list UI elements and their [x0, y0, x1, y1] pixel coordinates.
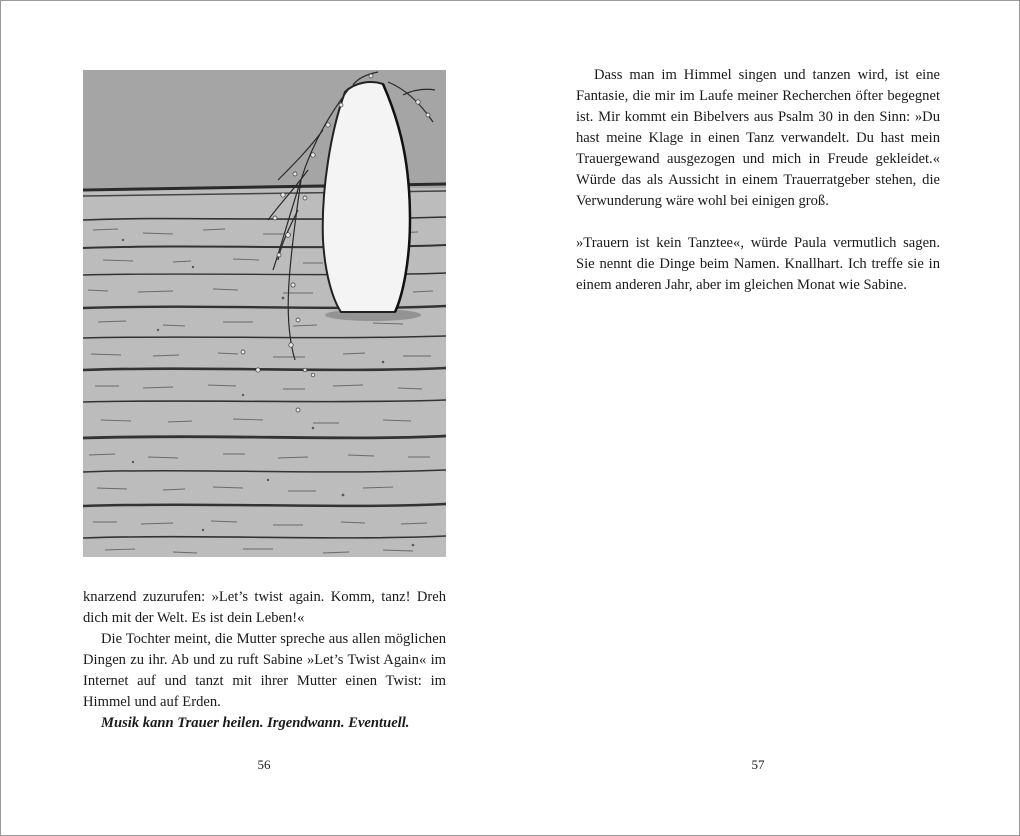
page-number-right: 57	[751, 757, 765, 772]
paragraph: Die Tochter meint, die Mutter spreche aus allen möglichen Dingen zu ihr. Ab und zu ruft Sabine »Let’s Twist Again« im Internet auf und tanzt mit ihrer Mutter einen Twist: im Himmel und auf Erden.	[83, 631, 446, 710]
right-page-text	[576, 65, 940, 296]
left-page-text	[83, 587, 446, 734]
illustration-vase	[83, 70, 446, 557]
paragraph: Dass man im Himmel singen und tanzen wird, ist eine Fantasie, die mir im Laufe meiner Recherchen öfter begegnet ist. Mir kommt ein Bibelvers aus Psalm 30 in den Sinn: »Du hast meine Klage in einen Tanz verwandelt. Du hast mein Trauergewand ausgezogen und mich in Freude gekleidet.« Würde das als Aussicht in einem Trauerratgeber stehen, die Verwunderung wäre wohl bei einigen groß.	[576, 67, 940, 209]
paragraph: »Trauern ist kein Tanztee«, würde Paula vermutlich sagen. Sie nennt die Dinge beim Namen. Knallhart. Ich treffe sie in einem anderen Jahr, aber im gleichen Monat wie Sabine.	[576, 235, 940, 293]
closing-line: Musik kann Trauer heilen. Irgendwann. Eventuell.	[101, 715, 410, 731]
paragraph: knarzend zuzurufen: »Let’s twist again. Komm, tanz! Dreh dich mit der Welt. Es ist dein Leben!«	[83, 589, 446, 626]
page-number-left: 56	[257, 757, 271, 772]
